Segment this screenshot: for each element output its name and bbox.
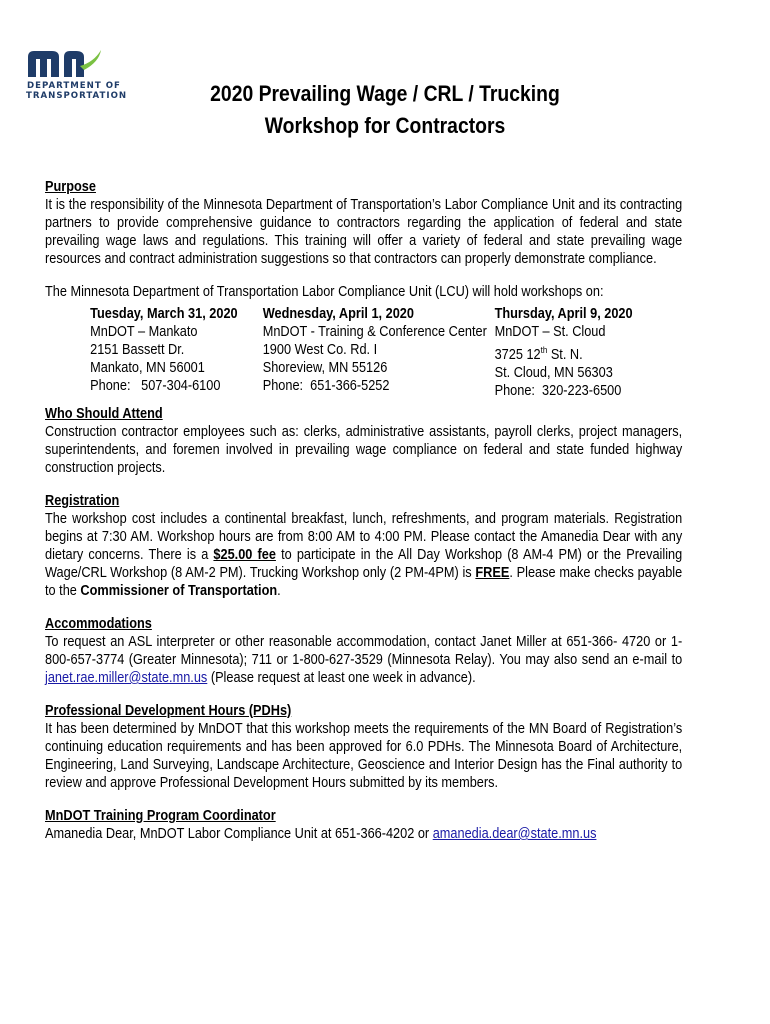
- logo-line-1: DEPARTMENT OF: [27, 81, 121, 91]
- workshop-date: Tuesday, March 31, 2020: [90, 306, 238, 322]
- workshop-mankato: [90, 305, 237, 395]
- attend-text: Construction contractor employees such as: clerks, administrative assistants, payroll clerks, project managers, superintendents, and foremen involved in prevailing wage compliance on federal and state funded highway construction projects.: [45, 424, 683, 476]
- amanedia-email-link[interactable]: amanedia.dear@state.mn.us: [432, 826, 597, 842]
- workshop-location: MnDOT – Mankato: [90, 324, 198, 340]
- page-title: [152, 78, 618, 142]
- workshop-date: Thursday, April 9, 2020: [494, 306, 633, 322]
- street-number: 3725 12: [494, 346, 541, 363]
- mndot-logo: [26, 48, 126, 101]
- workshop-phone: Phone: 651-366-5252: [262, 378, 390, 394]
- pdh-text: It has been determined by MnDOT that this workshop meets the requirements of the MN Board of Registration’s continuing education requirements and has been approved for 6.0 PDHs. The Minnesota Board of Architecture, Engineering, Land Surveying, Landscape Architecture, Geoscience and Interior Design has the Final authority to review and approve Professional Development Hours submitted by its members.: [45, 721, 683, 791]
- workshop-street: 2151 Bassett Dr.: [90, 342, 185, 358]
- workshop-street: 1900 West Co. Rd. I: [262, 342, 378, 358]
- workshop-st-cloud: [495, 305, 633, 400]
- workshops-intro: The Minnesota Department of Transportation Labor Compliance Unit (LCU) will hold workshops on:: [45, 284, 604, 300]
- workshop-phone: Phone: 320-223-6500: [494, 382, 622, 399]
- title-line-1: 2020 Prevailing Wage / CRL / Trucking: [210, 81, 560, 106]
- registration-text-4: .: [277, 583, 281, 599]
- street-rest: St. N.: [547, 346, 583, 363]
- attend-heading: Who Should Attend: [45, 406, 163, 422]
- accommodations-text-1: To request an ASL interpreter or other reasonable accommodation, contact Janet Miller at 651-366- 4720 or 1-800-657-3774 (Greater Minnesota); 711 or 1-800-627-3529 (Minnesota Relay). You may also send an e-mail to: [45, 634, 683, 668]
- workshop-list: [45, 305, 682, 399]
- registration-payee: Commissioner of Transportation: [80, 583, 278, 599]
- coordinator-text: [45, 825, 682, 843]
- workshop-city: Mankato, MN 56001: [90, 360, 205, 376]
- workshop-phone: Phone: 507-304-6100: [90, 378, 221, 394]
- workshop-city: St. Cloud, MN 56303: [494, 364, 613, 381]
- registration-free: FREE: [475, 565, 510, 581]
- logo-line-2: TRANSPORTATION: [26, 91, 128, 101]
- accommodations-text-2: (Please request at least one week in advance).: [207, 670, 476, 686]
- accommodations-text: [45, 633, 682, 687]
- title-line-2: Workshop for Contractors: [264, 113, 506, 138]
- workshop-date: Wednesday, April 1, 2020: [262, 306, 414, 322]
- logo-m-shape: [28, 51, 59, 77]
- street-ordinal: th: [540, 345, 548, 355]
- coordinator-heading: MnDOT Training Program Coordinator: [45, 808, 276, 824]
- logo-n-shape: [64, 51, 84, 77]
- registration-text: [45, 510, 682, 600]
- janet-email-link[interactable]: janet.rae.miller@state.mn.us: [45, 670, 208, 686]
- workshop-street: [495, 341, 633, 364]
- registration-heading: Registration: [45, 493, 120, 509]
- registration-text-1: The workshop cost includes a continental breakfast, lunch, refreshments, and program materials. Registration begins at 7:30 AM. Workshop hours are from 8:00 AM to 4:00 PM. Please contact the Amanedia Dear with any dietary concerns. There is a: [45, 511, 683, 563]
- coordinator-text-1: Amanedia Dear, MnDOT Labor Compliance Unit at 651-366-4202 or: [45, 826, 433, 842]
- workshop-shoreview: [263, 305, 487, 395]
- registration-fee: $25.00 fee: [213, 547, 276, 563]
- registration-text-3: . Please make checks payable to the: [45, 565, 683, 599]
- workshop-location: MnDOT - Training & Conference Center: [262, 324, 487, 340]
- pdh-heading: Professional Development Hours (PDHs): [45, 703, 292, 719]
- workshop-city: Shoreview, MN 55126: [262, 360, 388, 376]
- mn-logo-mark: [26, 48, 102, 78]
- registration-text-2: to participate in the All Day Workshop (8 AM-4 PM) or the Prevailing Wage/CRL Workshop (8 AM-2 PM). Trucking Workshop only (2 PM-4PM) is: [45, 547, 683, 581]
- purpose-text: It is the responsibility of the Minnesota Department of Transportation’s Labor Compliance Unit and its contracting partners to provide comprehensive guidance to contractors regarding the application of federal and state prevailing wage laws and regulations. This training will offer a variety of federal and state prevailing wage resources and contract administration suggestions so that contractors can properly demonstrate compliance.: [45, 197, 683, 267]
- accommodations-heading: Accommodations: [45, 616, 152, 632]
- document-body: [45, 178, 682, 843]
- purpose-heading: Purpose: [45, 179, 96, 195]
- workshop-location: MnDOT – St. Cloud: [494, 324, 606, 340]
